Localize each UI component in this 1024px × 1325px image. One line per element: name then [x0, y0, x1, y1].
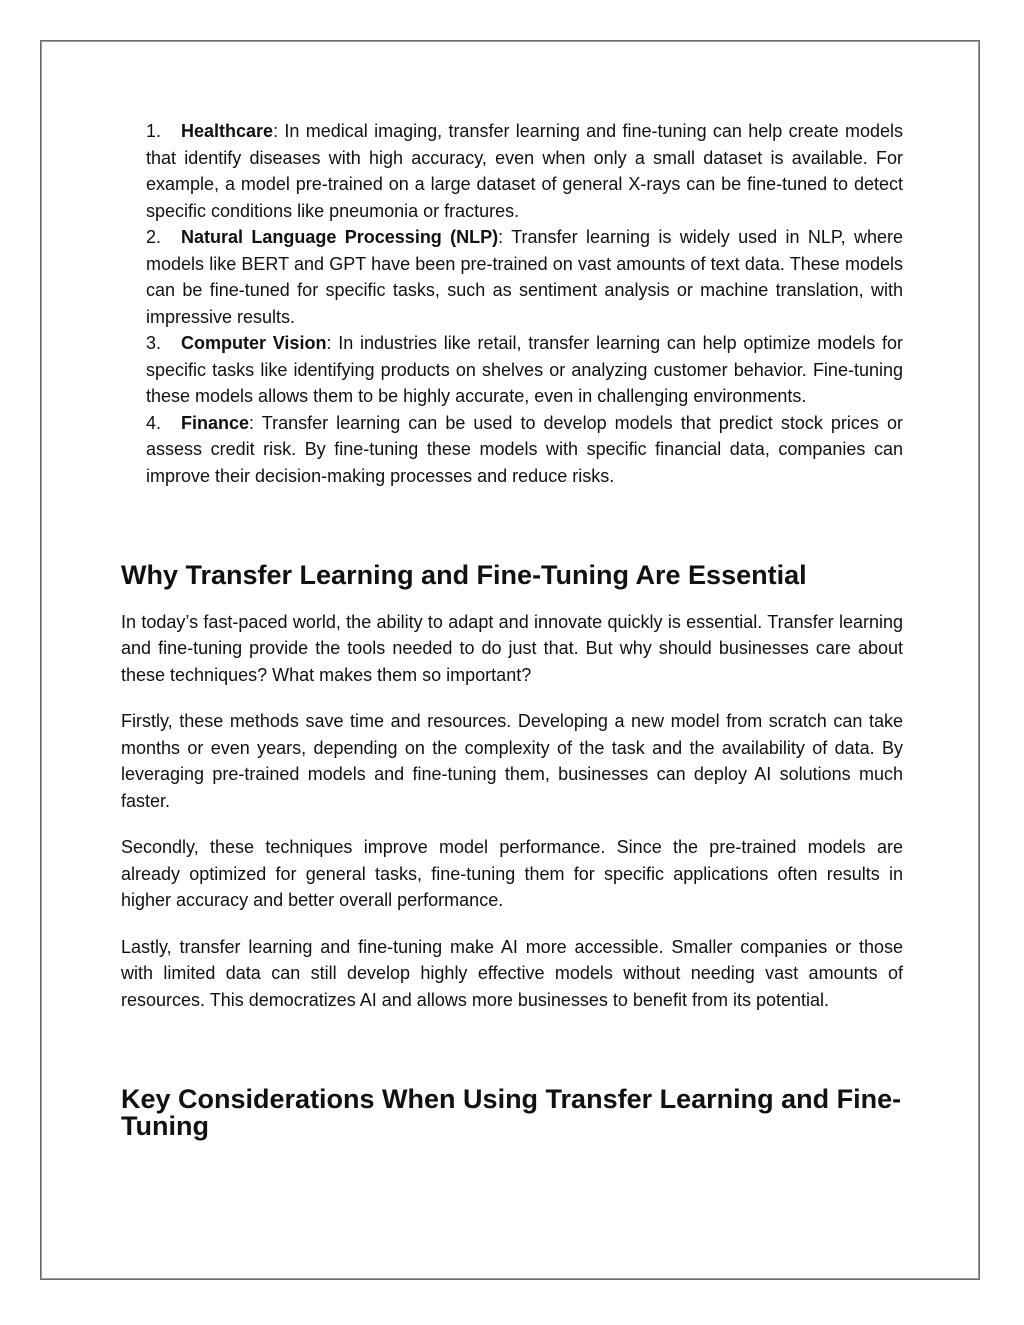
list-item-text: : Transfer learning is widely used in NLP, where models like BERT and GPT have been pre-trained on vast amounts of text data. These models can be fine-tuned for specific tasks, such as sentiment analysis or machine translation, with impressive results. [146, 227, 903, 327]
list-item-text: : In industries like retail, transfer learning can help optimize models for specific tasks like identifying products on shelves or analyzing customer behavior. Fine-tuning these models allows them to be highly accurate, even in challenging environments. [146, 333, 903, 406]
list-item [146, 118, 903, 224]
section-heading-essential: Why Transfer Learning and Fine-Tuning Are Essential [121, 560, 807, 590]
list-item-number: 3. [146, 333, 162, 353]
list-item-text: : In medical imaging, transfer learning and fine-tuning can help create models that identify diseases with high accuracy, even when only a small dataset is available. For example, a model pre-trained on a large dataset of general X-rays can be fine-tuned to detect specific conditions like pneumonia or fractures. [146, 121, 903, 221]
section-heading-considerations: Key Considerations When Using Transfer Learning and Fine-Tuning [121, 1084, 902, 1141]
paragraph: Firstly, these methods save time and resources. Developing a new model from scratch can take months or even years, depending on the complexity of the task and the availability of data. By leveraging pre-trained models and fine-tuning them, businesses can deploy AI solutions much faster. [121, 711, 903, 811]
list-item-number: 1. [146, 121, 162, 141]
list-item-term: Computer Vision [181, 333, 327, 353]
list-item-text: : Transfer learning can be used to develop models that predict stock prices or assess credit risk. By fine-tuning these models with specific financial data, companies can improve their decision-making processes and reduce risks. [146, 412, 903, 486]
list-item [146, 224, 903, 330]
list-item-term: Finance [181, 412, 250, 433]
paragraph: In today’s fast-paced world, the ability to adapt and innovate quickly is essential. Transfer learning and fine-tuning provide the tools needed to do just that. But why should businesses care about these techniques? What makes them so important? [121, 611, 903, 685]
list-item-term: Healthcare [181, 121, 274, 141]
paragraph: Lastly, transfer learning and fine-tuning make AI more accessible. Smaller companies or those with limited data can still develop highly effective models without needing vast amounts of resources. This democratizes AI and allows more businesses to benefit from its potential. [121, 936, 903, 1010]
paragraph: Secondly, these techniques improve model performance. Since the pre-trained models are already optimized for general tasks, fine-tuning them for specific applications often results in higher accuracy and better overall performance. [121, 837, 903, 910]
list-item-number: 4. [146, 412, 162, 433]
list-item-term: Natural Language Processing (NLP) [181, 227, 499, 247]
document-body [121, 118, 903, 1139]
list-item [146, 330, 903, 410]
application-list [121, 118, 903, 489]
list-item [146, 410, 903, 490]
list-item-number: 2. [146, 227, 162, 247]
